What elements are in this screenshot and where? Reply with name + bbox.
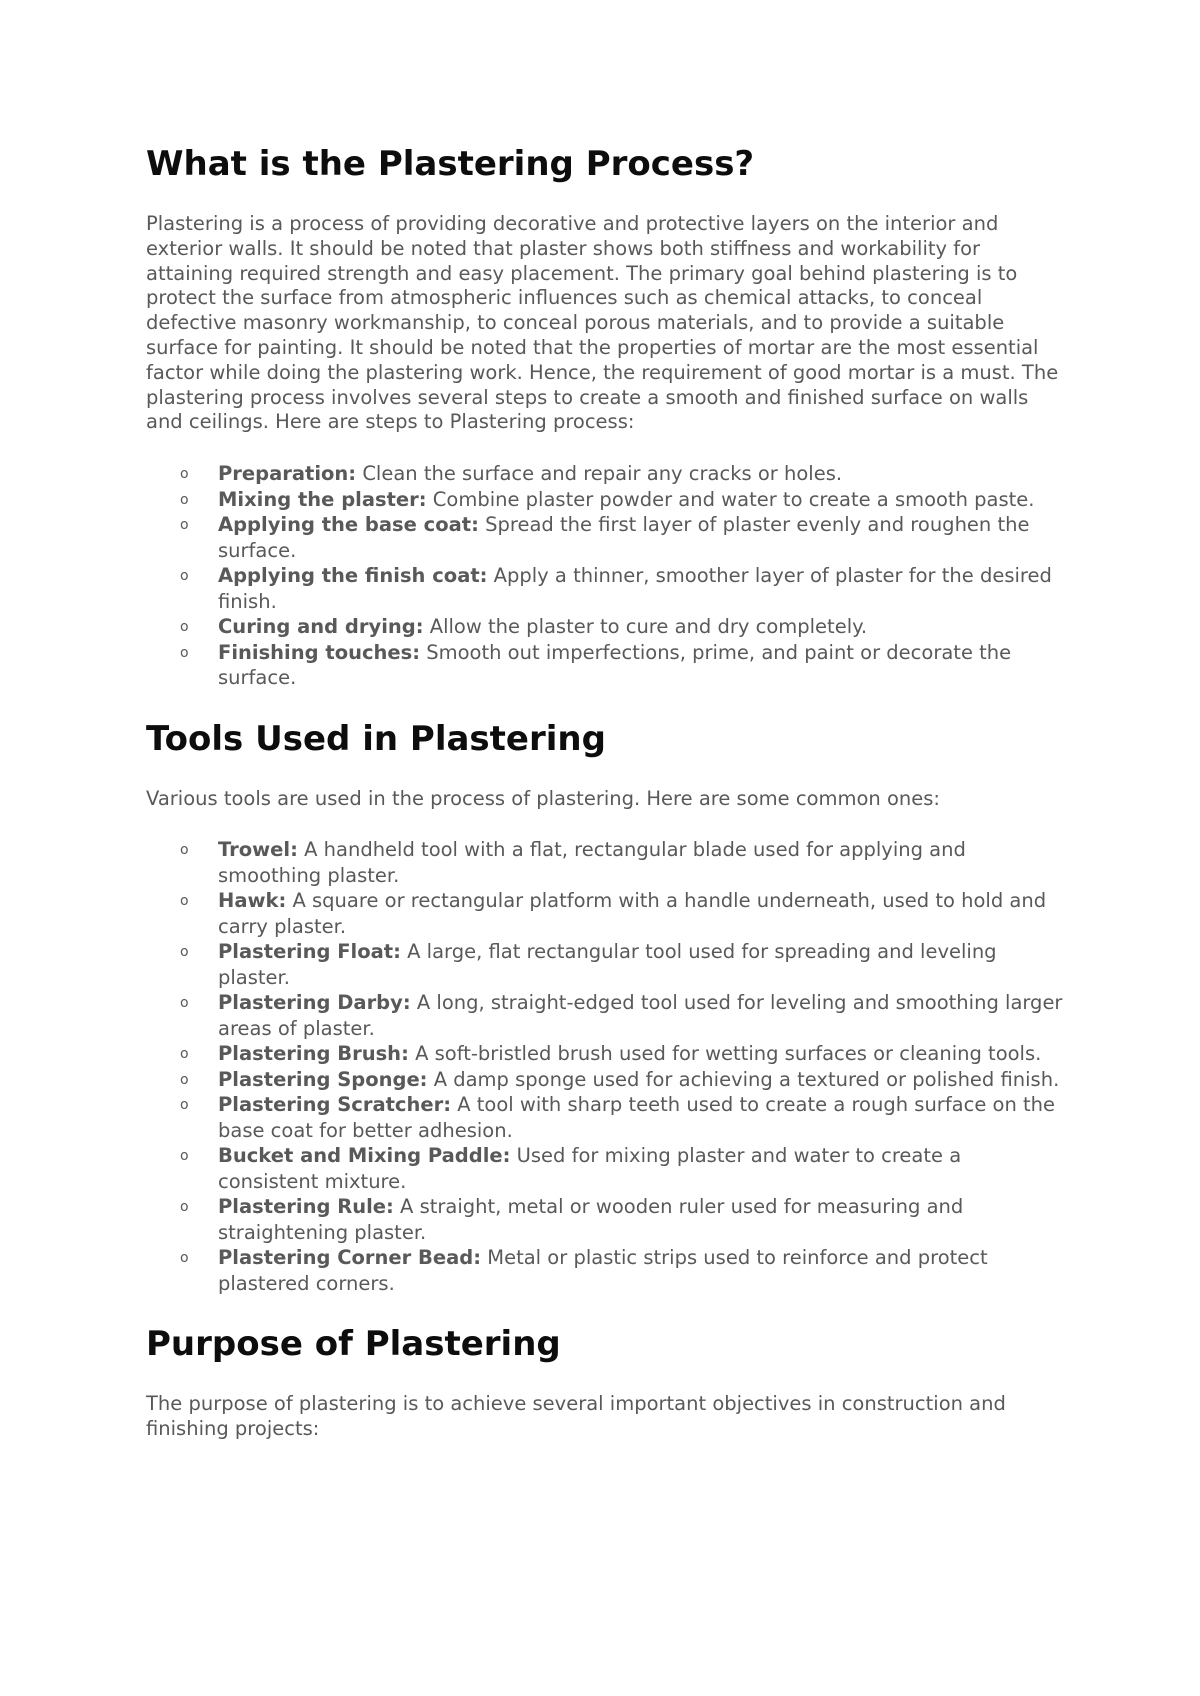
bullet-icon: o: [180, 1071, 189, 1088]
section-intro: The purpose of plastering is to achieve several important objectives in construction and finishing projects:: [146, 1392, 1006, 1441]
section-heading: What is the Plastering Process?: [146, 144, 755, 184]
tools-list: [146, 837, 1066, 1296]
bullet-icon: o: [180, 644, 189, 661]
bullet-icon: o: [180, 1250, 189, 1267]
bullet-icon: o: [180, 619, 189, 636]
bullet-icon: o: [180, 842, 189, 859]
bullet-icon: o: [180, 1199, 189, 1216]
list-item: o Plastering Rule: A straight, metal or wooden ruler used for measuring and straightening plaster.: [180, 1195, 964, 1244]
section-intro: Plastering is a process of providing decorative and protective layers on the interior and exterior walls. It should be noted that plaster shows both stiffness and workability for attaining required strength and easy placement. The primary goal behind plastering is to protect the surface from atmospheric influences such as chemical attacks, to conceal defective masonry workmanship, to conceal porous materials, and to provide a suitable surface for painting. It should be noted that the properties of mortar are the most essential factor while doing the plastering work. Hence, the requirement of good mortar is a must. The plastering process involves several steps to create a smooth and finished surface on walls and ceilings. Here are steps to Plastering process:: [146, 212, 1059, 434]
bullet-icon: o: [180, 944, 189, 961]
bullet-icon: o: [180, 995, 189, 1012]
bullet-icon: o: [180, 568, 189, 585]
bullet-icon: o: [180, 1046, 189, 1063]
list-item: o Applying the finish coat: Apply a thinner, smoother layer of plaster for the desired finish.: [180, 564, 1052, 613]
section-intro: Various tools are used in the process of plastering. Here are some common ones:: [146, 786, 940, 810]
list-item: o Bucket and Mixing Paddle: Used for mixing plaster and water to create a consistent mixture.: [180, 1144, 962, 1193]
list-item: o Plastering Scratcher: A tool with sharp teeth used to create a rough surface on the base coat for better adhesion.: [180, 1093, 1056, 1142]
list-item: o Mixing the plaster: Combine plaster powder and water to create a smooth paste.: [218, 487, 1066, 513]
steps-list: [146, 461, 1066, 691]
list-item: o Plastering Corner Bead: Metal or plastic strips used to reinforce and protect plastered corners.: [180, 1246, 988, 1295]
list-item: o Plastering Float: A large, flat rectangular tool used for spreading and leveling plaster.: [180, 940, 997, 989]
bullet-icon: o: [180, 517, 189, 534]
list-item: o Curing and drying: Allow the plaster to cure and dry completely.: [218, 614, 1066, 640]
section-heading: Tools Used in Plastering: [146, 718, 606, 759]
list-item: o Applying the base coat: Spread the first layer of plaster evenly and roughen the surface.: [180, 513, 1030, 562]
bullet-icon: o: [180, 491, 189, 508]
list-item: o Trowel: A handheld tool with a flat, rectangular blade used for applying and smoothing plaster.: [180, 838, 966, 887]
document-page: [146, 140, 1066, 1468]
bullet-icon: o: [180, 893, 189, 910]
list-item: o Finishing touches: Smooth out imperfections, prime, and paint or decorate the surface.: [180, 640, 1012, 690]
section-heading: Purpose of Plastering: [146, 1324, 561, 1365]
bullet-icon: o: [180, 1148, 189, 1165]
bullet-icon: o: [180, 466, 189, 483]
list-item: o Plastering Darby: A long, straight-edged tool used for leveling and smoothing larger areas of plaster.: [180, 991, 1063, 1040]
list-item: o Plastering Sponge: A damp sponge used for achieving a textured or polished finish.: [218, 1067, 1066, 1093]
list-item: o Hawk: A square or rectangular platform with a handle underneath, used to hold and carry plaster.: [180, 889, 1047, 938]
bullet-icon: o: [180, 1097, 189, 1114]
list-item: o Plastering Brush: A soft-bristled brush used for wetting surfaces or cleaning tools.: [218, 1041, 1066, 1067]
list-item: o Preparation: Clean the surface and repair any cracks or holes.: [218, 461, 1066, 487]
